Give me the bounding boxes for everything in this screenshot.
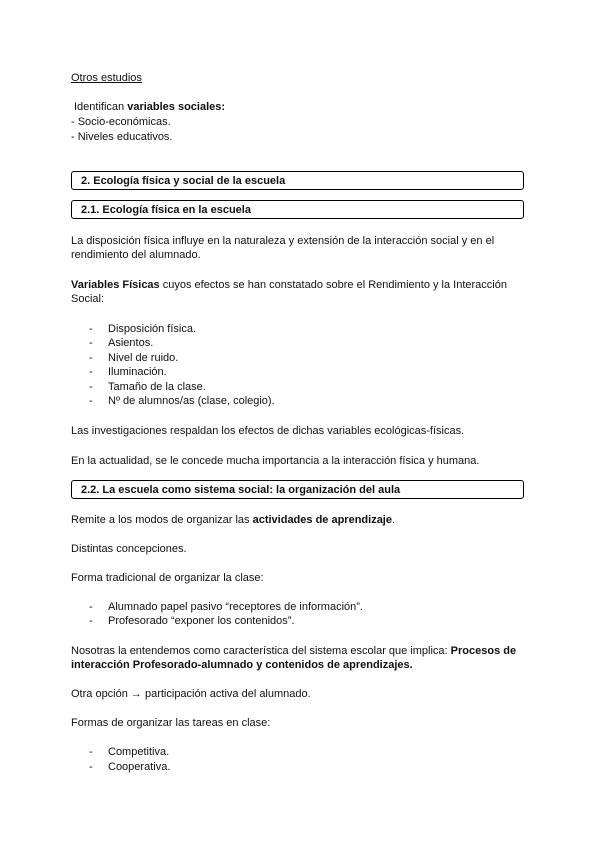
section-2-1-box [71, 200, 524, 219]
remite-suffix: . [391, 514, 396, 526]
variables-fisicas-bold: Variables Físicas [71, 279, 160, 291]
list-dash: - [89, 601, 93, 613]
section-2-2-box [71, 480, 524, 499]
remite-paragraph [71, 513, 395, 527]
nosotras-line-1 [71, 644, 516, 658]
list-dash: - [89, 337, 93, 349]
actualidad-paragraph: En la actualidad, se le concede mucha importancia a la interacción física y humana. [71, 455, 480, 467]
fisicas-item-text: Nivel de ruido. [108, 352, 179, 364]
fisicas-item-5 [89, 380, 206, 394]
list-dash: - [89, 352, 93, 364]
forma-tradicional-paragraph: Forma tradicional de organizar la clase: [71, 572, 264, 584]
section-2-1-title: 2.1. Ecología física en la escuela [81, 204, 251, 216]
nosotras-bold-1: Procesos de [450, 645, 517, 657]
identifican-line [71, 100, 225, 114]
fisicas-item-text: Asientos. [108, 337, 154, 349]
tradicional-item-2 [89, 614, 295, 628]
variables-fisicas-line-1 [71, 278, 507, 292]
section-2-box [71, 171, 524, 190]
identifican-prefix: Identifican [74, 101, 128, 113]
variables-fisicas-rest: cuyos efectos se han constatado sobre el Rendimiento y la Interacción [159, 279, 507, 291]
social-item-2: - Niveles educativos. [71, 131, 173, 143]
otros-estudios-heading: Otros estudios [71, 72, 142, 84]
nosotras-line-2 [71, 658, 413, 672]
distintas-paragraph: Distintas concepciones. [71, 543, 187, 555]
remite-prefix: Remite a los modos de organizar las [71, 514, 253, 526]
identifican-bold: variables sociales: [127, 101, 226, 113]
list-dash: - [89, 323, 93, 335]
tradicional-item-1 [89, 600, 363, 614]
fisicas-item-3 [89, 351, 178, 365]
list-dash: - [89, 395, 93, 407]
variables-fisicas-line-2: Social: [71, 293, 105, 305]
tareas-item-text: Competitiva. [108, 746, 170, 758]
disposicion-line-2: rendimiento del alumnado. [71, 249, 201, 261]
tradicional-item-text: Profesorado “exponer los contenidos”. [108, 615, 295, 627]
list-dash: - [89, 761, 93, 773]
tareas-item-text: Cooperativa. [108, 761, 171, 773]
fisicas-item-2 [89, 336, 153, 350]
list-dash: - [89, 366, 93, 378]
tradicional-item-text: Alumnado papel pasivo “receptores de información”. [108, 601, 363, 613]
list-dash: - [89, 615, 93, 627]
fisicas-item-text: Iluminación. [108, 366, 167, 378]
fisicas-item-text: Disposición física. [108, 323, 197, 335]
tareas-item-2 [89, 760, 170, 774]
disposicion-line-1: La disposición física influye en la naturaleza y extensión de la interacción social y en el [71, 235, 495, 247]
otra-opcion-paragraph: Otra opción → participación activa del alumnado. [71, 688, 311, 700]
section-2-2-title: 2.2. La escuela como sistema social: la organización del aula [81, 484, 401, 496]
list-dash: - [89, 746, 93, 758]
formas-organizar-paragraph: Formas de organizar las tareas en clase: [71, 717, 271, 729]
investigaciones-paragraph: Las investigaciones respaldan los efectos de dichas variables ecológicas-físicas. [71, 425, 465, 437]
social-item-1: - Socio-económicas. [71, 116, 171, 128]
list-dash: - [89, 381, 93, 393]
fisicas-item-4 [89, 365, 167, 379]
tareas-item-1 [89, 745, 169, 759]
fisicas-item-text: Tamaño de la clase. [108, 381, 206, 393]
nosotras-bold-2: interacción Profesorado-alumnado y contenidos de aprendizajes. [71, 659, 413, 671]
nosotras-prefix: Nosotras la entendemos como característica del sistema escolar que implica: [71, 645, 451, 657]
section-2-title: 2. Ecología física y social de la escuela [81, 175, 286, 187]
fisicas-item-1 [89, 322, 196, 336]
fisicas-item-6 [89, 394, 275, 408]
remite-bold: actividades de aprendizaje [252, 514, 392, 526]
fisicas-item-text: Nº de alumnos/as (clase, colegio). [108, 395, 275, 407]
